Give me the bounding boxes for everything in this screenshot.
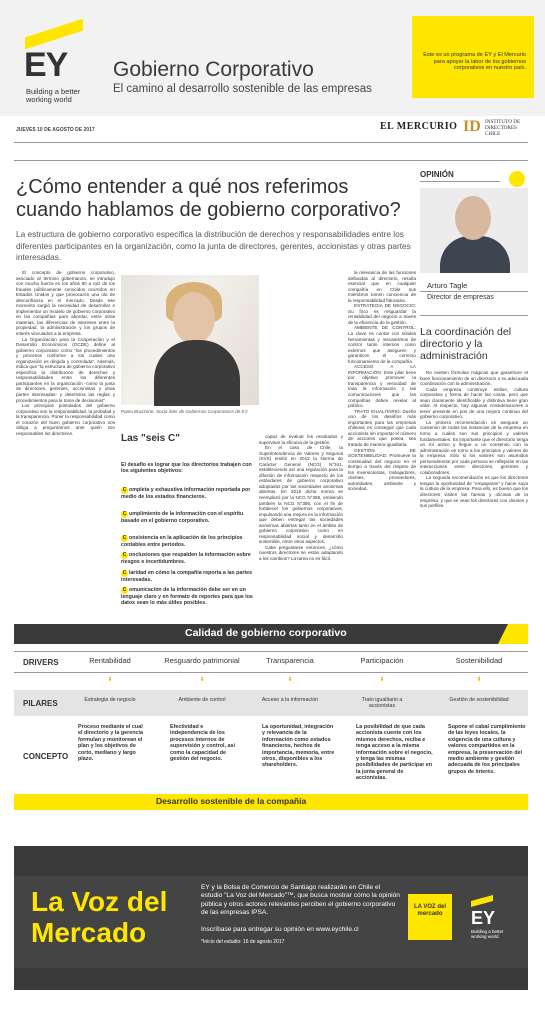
paragraph: La Organización para la Cooperación y el Desarrollo Económicos (OCDE) define al gobierno corporativo como "los procedimientos y procesos conforme a los cuales una organización es dirigida y controlada". Además, indica que "la estructura de gobierno corporativo especifica la distribución de derechos y responsabilidades entre los diferentes participantes en la organización -como la junta de directores, gerentes, accionistas y otras partes interesadas- y determina las reglas y procedimientos para la toma de decisiones". (16, 336, 115, 403)
paragraph: La segunda recomendación es que los directores tengan la oportunidad de "empaparse" y hacer suya la cultura de la empresa. Para ello, es bueno que los directores visiten las faenas y oficinas de la empresa, y que se vean los directores con clientes y sus perfiles. (420, 475, 528, 509)
divider (420, 315, 528, 316)
concepto-item: La posibilidad de que cada accionista cuente con los mismos derechos, reciba e tenga acceso a la misma información sobre el negocio, y tenga las mismas posibilidades de participar en la junta general de accionistas. (356, 724, 433, 782)
ad-title: La Voz del Mercado (31, 886, 168, 948)
paragraph: GESTIÓN DE SOSTENIBILIDAD: Promueve la continuidad del negocio en el tiempo a través del respeto de los inversionistas, trabajadores, clientes, proveedores, autoridades, ambiente y sociedad. (348, 447, 416, 492)
divider (420, 181, 500, 182)
supplement-subtitle: El camino al desarrollo sostenible de las empresas (113, 83, 372, 95)
pilar-item: Acceso a la información (261, 697, 319, 703)
photo-body (154, 340, 240, 406)
supplement-title: Gobierno Corporativo (113, 58, 314, 81)
concepto-item: Efectividad e independencia de los procesos internos de supervisión y control, así como la capacidad de gestión del negocio. (170, 724, 236, 763)
seis-c-item: C onsistencia en la aplicación de los principios contables entre periodos. (121, 535, 243, 548)
c-bullet-icon: C (122, 487, 127, 493)
ey-logo: EY (24, 46, 68, 84)
table-header-accent-icon (498, 624, 528, 644)
seis-c-title: Las "seis C" (121, 433, 180, 444)
seis-c-item: C onclusiones que respalden la información sobre riesgos e incertidumbres. (121, 552, 251, 565)
paragraph: Cada empresa construye estilos, cultura corporativa y forma de hacer las cosas, pero que sean claramente identificable y distintiva tiene gran valor. Al respecto, hay algunas consideraciones a tener presente en pos de una mejora continua del gobierno corporativo. (420, 386, 528, 420)
pilar-item: Estrategia de negocio (84, 697, 136, 703)
paragraph: AMBIENTE DE CONTROL: La clave es contar con sólidas herramientas y mecanismos de control tanto internos como externos que aseguren y garanticen el correcto funcionamiento de la compañía. (348, 325, 416, 364)
article-headline: ¿Cómo entender a qué nos referimos cuando hablamos de gobierno corporativo? (16, 176, 401, 221)
row-label-drivers: DRIVERS (23, 658, 59, 667)
seis-c-item: C ompleta y exhaustiva información reportada por medio de los estados financieros. (121, 487, 251, 500)
down-arrow-icon: ⬇ (476, 677, 482, 683)
table-footer: Desarrollo sostenible de la compañía (156, 796, 307, 806)
opinion-body (420, 370, 528, 616)
opinion-badge-icon (509, 171, 525, 187)
ad-date-note: *Inicio del estudio: 16 de agosto 2017 (201, 939, 285, 945)
idd-logo-text: INSTITUTO DE DIRECTORES CHILE (485, 119, 521, 137)
divider (420, 291, 528, 292)
ad-text: EY y la Bolsa de Comercio de Santiago realizarán en Chile el estudio "La Voz del Mercado"™, que busca mostrar cómo la opinión pública y otros actores relevantes perciben el gobierno corporativo de las empresas IPSA. (201, 884, 400, 917)
paragraph: ACCESO A LA INFORMACIÓN: Este pilar tiene por objetivo promover la transparencia y veracidad de toda la información y las comunicaciones que las compañías deben revelar al público. (348, 364, 416, 409)
opinion-title: La coordinación del directorio y la administración (420, 326, 512, 362)
c-bullet-icon: C (122, 552, 127, 558)
driver-item: Transparencia (266, 656, 314, 665)
seis-c-intro: El desafío es lograr que los directorios trabajen con los siguientes objetivos: (121, 462, 252, 475)
c-bullet-icon: C (122, 511, 127, 517)
c-bullet-icon: C (122, 535, 127, 541)
driver-item: Participación (360, 656, 404, 665)
ey-tagline: Building a better working world (26, 87, 81, 104)
paragraph: ESTRATEGIA DE NEGOCIO: Su foco es resguardar la rentabilidad del negocio a través de la eficiencia de la gestión. (348, 303, 416, 325)
seis-c-item: C omunicación de la información debe ser en un lenguaje claro y en formato de reportes para que los datos sean lo más útiles posibles. (121, 587, 253, 607)
concepto-item: La oportunidad, integración y relevancia de la información como estados financieros, hechos de importancia, memoria, entre otros, disponibles a los shareholders. (262, 724, 335, 769)
photo-face (173, 292, 215, 344)
ad-ey-tagline: Building a better working world (471, 929, 504, 939)
paragraph: El concepto de gobierno corporativo, asociado al término gobernanza, se introdujo con mucha fuerza en los años 80 a raíz de los fraudes públicamente conocidos ocurridos en Estados Unidos y que provocaron una ola de desconfianza en el mercado. Desde ese momento surgió la necesidad de desarrollar e implementar un modelo de gobierno corporativo en las compañías para abordar, entre otras materias, las diferencias de intereses entre la propiedad, la administración y los grupos de interés vinculados a la empresa. (16, 270, 115, 337)
paragraph: capaz de evaluar los resultados y supervisar la eficacia de la gestión. (259, 434, 343, 445)
concepto-item: Supone el cabal cumplimiento de las leyes locales, la exigencia de una cultura y valores compartidos en la empresa, la preservación del medio ambiente y gestión adecuada de los principales grupos de interés. (448, 724, 526, 775)
row-label-pilares: PILARES (23, 699, 58, 708)
divider (14, 160, 528, 161)
c-bullet-icon: C (122, 570, 127, 576)
seis-c-item: C umplimiento de la información con el espíritu basado en el gobierno corporativo. (121, 511, 244, 524)
paragraph: Cabe preguntarse entonces, ¿cómo nuestros directores se están adaptando a los cambios? La tarea no es fácil. (259, 544, 343, 562)
paragraph: Los principios postulados del gobierno corporativo son la responsabilidad, la probidad y la transparencia. Poner la responsabilidad como el corazón del buen gobierno corporativo nos obliga a preguntarnos ante quién son responsables los directores. (16, 403, 115, 436)
issue-date: JUEVES 10 DE AGOSTO DE 2017 (16, 127, 95, 133)
pilar-item: Gestión de sostenibilidad (449, 697, 509, 703)
down-arrow-icon: ⬇ (199, 677, 205, 683)
seis-c-item: C laridad en cómo la compañía reporta a las partes interesadas. (121, 570, 253, 583)
paragraph: No existen fórmulas mágicas que garanticen el buen funcionamiento de un directorio o su adecuada coordinación con la administración. (420, 370, 528, 387)
article-column-1 (16, 270, 115, 590)
row-label-concepto: CONCEPTO (23, 752, 69, 761)
driver-item: Rentabilidad (89, 656, 131, 665)
ad-background (14, 968, 528, 990)
down-arrow-icon: ⬇ (287, 677, 293, 683)
paragraph: En el caso de Chile, la Superintendencia de Valores y Seguros (SVS) emitió en 2012 la Norma de Carácter General (NCG) N°341, estableciendo así una regulación para la difusión de información respecto de los estándares de gobierno corporativo adoptados por las sociedades anónimas abiertas. En 2015 dicha norma se reemplazó por la NCG N°385, emitiendo también la NCG N°386, con el fin de fortalecer los gobiernos corporativos, impulsando una mejora en la información que deben entregar las sociedades anónimas abiertas tanto en el ámbito de gobierno corporativo como en responsabilidad social y desarrollo sostenible, entre otros aspectos. (259, 445, 343, 545)
pilar-item: Ambiente de control (178, 697, 226, 703)
driver-item: Resguardo patrimonial (164, 656, 240, 665)
photo-caption: Paola Bruzzone, Socia líder de Gobiernos Corporativos de EY. (121, 409, 249, 414)
article-lead: La estructura de gobierno corporativo especifica la distribución de derechos y responsabilidades entre los diferentes participantes en la organización, como la junta de directores, gerentes, accionistas y otras partes interesadas. (16, 229, 411, 262)
author-role: Director de empresas (427, 294, 494, 301)
author-name: Arturo Tagle (427, 281, 468, 290)
idd-logo-icon: ID (463, 118, 481, 135)
pilar-item: Trato igualitario a accionistas (361, 697, 403, 710)
paragraph: la relevancia de las funciones atribuidas al directorio, resulta esencial que en cualquier compañía en Chile sus miembros tomen conciencia de la responsabilidad fiduciaria. (348, 270, 416, 303)
divider (14, 142, 528, 143)
down-arrow-icon: ⬇ (107, 677, 113, 683)
ad-background (14, 846, 528, 876)
opinion-label: OPINIÓN (420, 170, 454, 179)
paragraph: TRATO IGUALITARIO: Dueño uno de los desafíos más importantes para las empresas chilenas es conseguir que cada accionista sin importar el número de acciones que posea, sea tratado de manera igualitaria. (348, 408, 416, 447)
el-mercurio-logo: EL MERCURIO (380, 121, 458, 132)
c-bullet-icon: C (122, 587, 127, 593)
article-column-4 (348, 270, 416, 616)
author-photo-face (455, 196, 491, 240)
article-column-3 (259, 434, 343, 616)
driver-item: Sostenibilidad (455, 656, 503, 665)
promo-note: Este es un programa de EY y El Mercurio para apoyar la labor de los gobiernos corporativos en nuestro país. (423, 52, 526, 71)
paragraph: La primera recomendación es asegurar un consenso de todas las instancias de la empresa en torno a cuáles son sus principios y valores fundamentales. Es importante que el directorio tenga un rol activo y llegue a un consenso con la administración en torno a los principios y valores de la empresa. Sólo si los valores son asumidos personalmente por cada persona se reflejarán en las interacciones entre directores, gerentes y colaboradores. (420, 419, 528, 475)
table-title: Calidad de gobierno corporativo (185, 627, 347, 639)
concepto-item: Proceso mediante el cual el directorio y la gerencia formulan y monitorean el plan y los objetivos de corto, mediano y largo plazo. (78, 724, 144, 763)
down-arrow-icon: ⬇ (379, 677, 385, 683)
ad-ey-logo: EY (471, 908, 496, 928)
ad-link[interactable]: Inscríbase para entregar su opinión en www.eychile.cl (201, 926, 359, 933)
voz-del-mercado-logo-text: LA VOZ del mercado (413, 904, 447, 917)
